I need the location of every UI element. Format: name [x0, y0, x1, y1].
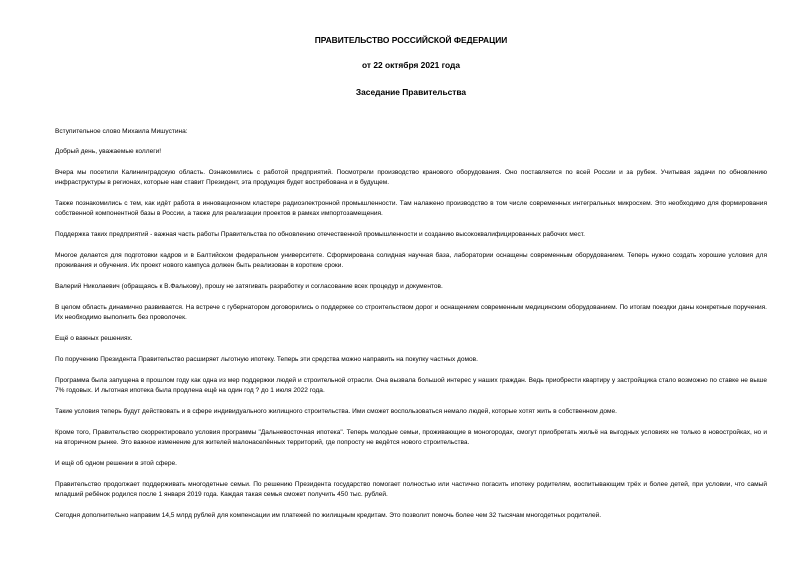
document-title: ПРАВИТЕЛЬСТВО РОССИЙСКОЙ ФЕДЕРАЦИИ	[314, 35, 508, 45]
paragraph-greeting: Добрый день, уважаемые коллеги!	[55, 148, 162, 155]
paragraph-kaliningrad-visit: Вчера мы посетили Калининградскую область. Ознакомились с работой предприятий. Посмотрели производство кранового оборудования. Оно поставляется по всей России и за рубеж. Учитывая задачи по обновлению инфраструктуры в регионах, которые нам ставит Президент, эта продукция будет востребована и в будущем.	[55, 169, 767, 186]
paragraph-far-east-mortgage: Кроме того, Правительство скорректировало условия программы "Дальневосточная ипотека". Теперь молодые семьи, проживающие в моногородах, смогут приобретать жильё на выгодных условиях не только в новостройках, но и на вторичном рынке. Это важное изменение для жителей малонаселённых территорий, где попросту не ведётся нового строительства.	[55, 429, 767, 446]
paragraph-large-families: Правительство продолжает поддерживать многодетные семьи. По решению Президента государство помогает полностью или частично погасить ипотеку родителям, воспитывающим трёх и более детей, при условии, что самый младший ребёнок родился после 1 января 2019 года. Каждая такая семья сможет получить 450 тыс. рублей.	[55, 481, 767, 498]
paragraph-intro: Вступительное слово Михаила Мишустина:	[55, 128, 188, 135]
paragraph-university: Многое делается для подготовки кадров и в Балтийском федеральном университете. Сформирована солидная научная база, лаборатории оснащены современным оборудованием. Теперь нужно создать хорошие условия для проживания и обучения. Их проект нового кампуса должен быть реализован в короткие сроки.	[55, 252, 767, 269]
paragraph-compensation: Сегодня дополнительно направим 14,5 млрд рублей для компенсации им платежей по жилищным кредитам. Это позволит помочь более чем 32 тысячам многодетных родителей.	[55, 512, 602, 519]
document-date: от 22 октября 2021 года	[362, 60, 460, 70]
paragraph-mortgage-expansion: По поручению Президента Правительство расширяет льготную ипотеку. Теперь эти средства можно направить на покупку частных домов.	[55, 356, 478, 363]
paragraph-falkov-request: Валерий Николаевич (обращаясь к В.Фалькову), прошу не затягивать разработку и согласование всех процедур и документов.	[55, 283, 443, 290]
paragraph-another-decision: И ещё об одном решении в этой сфере.	[55, 460, 177, 467]
paragraph-region-development: В целом область динамично развивается. На встрече с губернатором договорились о поддержке со строительством дорог и оснащением современным медицинским оборудованием. По итогам поездки даны конкретные поручения. Их необходимо выполнить без проволочек.	[55, 304, 767, 321]
paragraph-important-decisions: Ещё о важных решениях.	[55, 335, 133, 342]
paragraph-industry-support: Поддержка таких предприятий - важная часть работы Правительства по обновлению отечественной промышленности и созданию высококвалифицированных рабочих мест.	[55, 231, 585, 238]
document-body	[55, 127, 767, 521]
paragraph-individual-housing: Такие условия теперь будут действовать и в сфере индивидуального жилищного строительства. Ими сможет воспользоваться немало людей, которые хотят жить в собственном доме.	[55, 408, 617, 415]
document-subtitle: Заседание Правительства	[355, 87, 467, 97]
document-page	[55, 34, 767, 532]
paragraph-mortgage-program: Программа была запущена в прошлом году как одна из мер поддержки людей и строительной отрасли. Она вызвала большой интерес у наших граждан. Ведь приобрести квартиру у застройщика стало возможно по ставке не выше 7% годовых. И льготная ипотека была продлена ещё на один год ? до 1 июля 2022 года.	[55, 377, 767, 394]
paragraph-electronics-cluster: Также познакомились с тем, как идёт работа в инновационном кластере радиоэлектронной промышленности. Там налажено производство в том числе современных интегральных микросхем. Это необходимо для формирования собственной компонентной базы в России, а также для реализации проектов в рамках импортозамещения.	[55, 200, 767, 217]
